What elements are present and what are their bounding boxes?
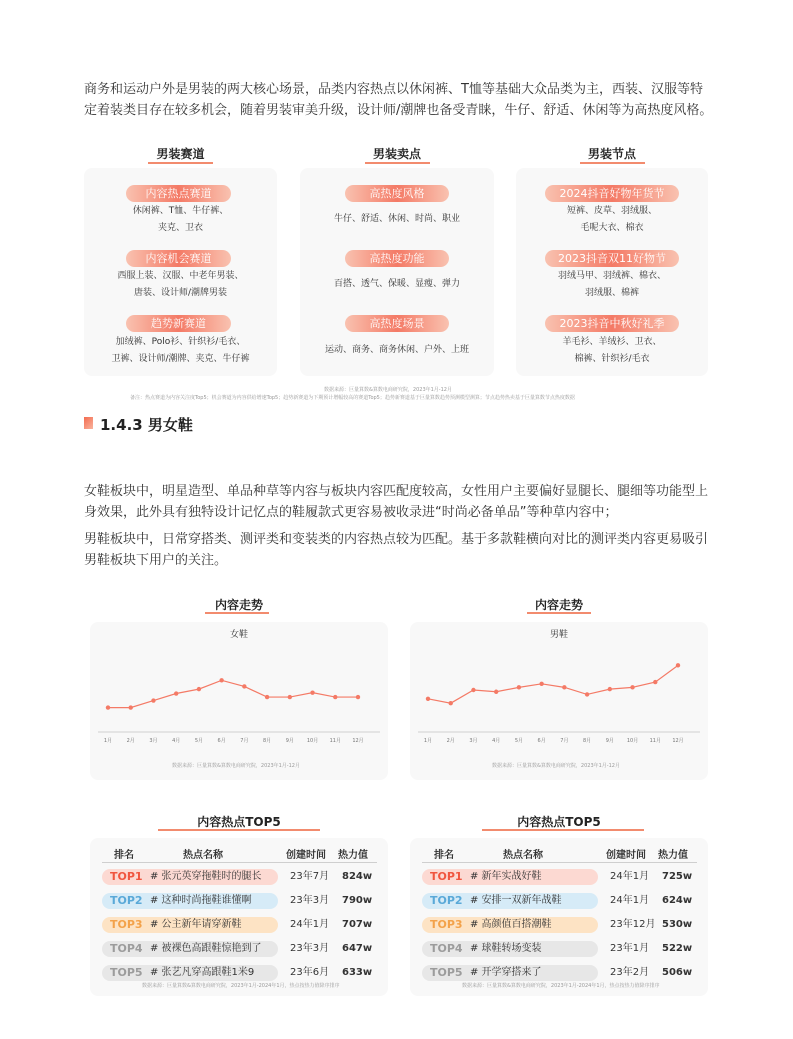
- tag-mid-autumn-festival: 2023抖音中秋好礼季: [545, 315, 679, 332]
- tag-hot-track: 内容热点赛道: [126, 185, 231, 202]
- table-row: [102, 893, 377, 909]
- x-tick-label: 4月: [172, 738, 181, 744]
- panel-title-tracks: 男装赛道: [156, 147, 205, 161]
- created-date: 23年3月: [290, 943, 330, 954]
- heat-value: 707w: [342, 919, 373, 930]
- data-point: [151, 698, 155, 702]
- rank-badge: TOP1: [110, 870, 143, 883]
- tag-mid-autumn-festival-items: 羊毛衫、羊绒衫、卫衣、 棉裤、针织衫/毛衣: [562, 337, 662, 364]
- trend-title-underline: [527, 612, 591, 614]
- header-divider: [422, 862, 697, 863]
- section-heading: 1.4.3 男女鞋: [100, 416, 193, 434]
- table-row: [102, 917, 377, 933]
- data-point: [219, 678, 223, 682]
- rank-badge: TOP1: [430, 870, 463, 883]
- chart-title: 女鞋: [229, 630, 249, 640]
- data-point: [356, 695, 360, 699]
- trend-chart-mens-svg: [410, 622, 708, 780]
- data-point: [494, 690, 498, 694]
- panel-title-underline: [580, 162, 645, 164]
- trend-chart-womens: [90, 622, 388, 780]
- rank-badge: TOP3: [430, 918, 463, 931]
- data-point: [585, 692, 589, 696]
- table-row: [102, 941, 377, 957]
- col-header-rank: 排名: [434, 850, 454, 861]
- data-point: [630, 685, 634, 689]
- tag-hot-style: 高热度风格: [345, 185, 449, 202]
- trend-chart-mens: [410, 622, 708, 780]
- heat-value: 506w: [662, 967, 693, 978]
- x-tick-label: 9月: [605, 738, 614, 744]
- tag-double11-festival-items: 羽绒马甲、羽绒裤、棉衣、 羽绒服、棉裤: [557, 271, 666, 298]
- x-tick-label: 10月: [626, 738, 639, 744]
- heat-value: 530w: [662, 919, 693, 930]
- heat-value: 647w: [342, 943, 373, 954]
- data-point: [174, 691, 178, 695]
- col-header-rank: 排名: [114, 850, 134, 861]
- data-point: [517, 685, 521, 689]
- tag-new-year-festival: 2024抖音好物年货节: [545, 185, 679, 202]
- top5-title-right: 内容热点TOP5: [517, 815, 601, 829]
- top5-source: 数据来源：巨量算数&算数电商研究院，2023年1月-2024年1月，热点按热力值降序排序: [142, 983, 340, 989]
- tag-hot-scene-items: 运动、商务、商务休闲、户外、上班: [324, 345, 469, 355]
- rank-badge: TOP5: [110, 966, 143, 979]
- trend-title-right: 内容走势: [534, 598, 583, 612]
- data-point: [242, 684, 246, 688]
- tag-trend-track: 趋势新赛道: [126, 315, 231, 332]
- x-tick-label: 3月: [469, 738, 478, 744]
- top5-title-underline: [158, 829, 320, 831]
- paragraph-womens-shoes: 女鞋板块中，明星造型、单品种草等内容与板块内容匹配度较高，女性用户主要偏好显腿长、腿细等功能型上身效果，此外具有独特设计记忆点的鞋履款式更容易被收录进“时尚必备单品”等种草内容中；: [84, 484, 709, 520]
- col-header-value: 热力值: [338, 850, 368, 861]
- x-tick-label: 6月: [217, 738, 226, 744]
- x-tick-label: 9月: [285, 738, 294, 744]
- data-point: [449, 701, 453, 705]
- rank-badge: TOP2: [430, 894, 463, 907]
- rank-badge: TOP3: [110, 918, 143, 931]
- created-date: 23年2月: [610, 967, 650, 978]
- table-row: [102, 869, 377, 885]
- tag-hot-style-items: 牛仔、舒适、休闲、时尚、职业: [333, 214, 460, 224]
- created-date: 23年3月: [290, 895, 330, 906]
- heat-value: 824w: [342, 871, 373, 882]
- hotspot-name: # 球鞋转场变装: [470, 943, 542, 954]
- x-tick-label: 8月: [262, 738, 272, 744]
- tag-new-year-festival-items: 短裤、皮草、羽绒服、 毛呢大衣、棉衣: [566, 206, 657, 233]
- section-marker: [84, 417, 93, 429]
- tag-hot-function-items: 百搭、透气、保暖、显瘦、弹力: [333, 279, 460, 289]
- tag-hot-function: 高热度功能: [345, 250, 449, 267]
- x-tick-label: 2月: [446, 738, 455, 744]
- table-row: [422, 917, 697, 933]
- intro-paragraph: 商务和运动户外是男装的两大核心场景，品类内容热点以休闲裤、T恤等基础大众品类为主，西装、汉服等特定着装类目存在较多机会，随着男装审美升级，设计师/潮牌也备受青睐，牛仔、舒适、休闲等为高热度风格。: [84, 82, 713, 118]
- data-point: [653, 680, 657, 684]
- heat-value: 633w: [342, 967, 373, 978]
- col-header-name: 热点名称: [503, 850, 543, 861]
- table-row: [422, 965, 697, 981]
- hotspot-name: # 新年实战好鞋: [470, 871, 542, 882]
- mens-source: 数据来源：巨量算数&算数电商研究院，2023年1月-12月: [324, 387, 452, 393]
- header-divider: [102, 862, 377, 863]
- data-point: [426, 697, 430, 701]
- x-tick-label: 1月: [423, 738, 433, 744]
- chart-title: 男鞋: [549, 630, 569, 640]
- trend-title-underline: [205, 612, 269, 614]
- x-tick-label: 7月: [560, 738, 569, 744]
- created-date: 23年6月: [290, 967, 330, 978]
- x-tick-label: 10月: [306, 738, 319, 744]
- table-row: [422, 941, 697, 957]
- hotspot-name: # 公主新年请穿新鞋: [150, 919, 242, 930]
- mens-note: 备注：热点赛道为内容关注度Top5；机会赛道为内容供给增速Top5；趋势新赛道为下期预计增幅较高的赛道Top5；趋势新赛道基于巨量算数趋势预测模型测算；节点趋势热卖基于巨量算数节点热度数据: [130, 395, 575, 401]
- hotspot-name: # 安排一双新年战鞋: [470, 895, 562, 906]
- chart-source: 数据来源：巨量算数&算数电商研究院，2023年1月-12月: [492, 763, 620, 769]
- tag-hot-track-items: 休闲裤、T恤、牛仔裤、 夹克、卫衣: [132, 206, 229, 233]
- col-header-value: 热力值: [658, 850, 688, 861]
- hotspot-name: # 开学穿搭来了: [470, 967, 542, 978]
- top5-title-underline: [482, 829, 644, 831]
- trend-title-left: 内容走势: [214, 598, 263, 612]
- tag-hot-scene: 高热度场景: [345, 315, 449, 332]
- data-point: [288, 695, 292, 699]
- heat-value: 725w: [662, 871, 693, 882]
- paragraph-mens-shoes: 男鞋板块中，日常穿搭类、测评类和变装类的内容热点较为匹配。基于多款鞋横向对比的测评类内容更易吸引男鞋板块下用户的关注。: [84, 532, 709, 568]
- table-row: [102, 965, 377, 981]
- tag-trend-track-items: 加绒裤、Polo衫、针织衫/毛衣、 卫裤、设计师/潮牌、夹克、牛仔裤: [111, 337, 250, 364]
- top5-table-mens: [410, 838, 708, 996]
- x-tick-label: 2月: [126, 738, 135, 744]
- created-date: 24年1月: [610, 895, 650, 906]
- x-tick-label: 12月: [352, 738, 364, 744]
- x-tick-label: 4月: [492, 738, 501, 744]
- hotspot-name: # 这种时尚拖鞋谁懂啊: [150, 895, 252, 906]
- data-point: [676, 663, 680, 667]
- x-tick-label: 5月: [194, 738, 204, 744]
- created-date: 23年1月: [610, 943, 650, 954]
- data-point: [129, 705, 133, 709]
- top5-table-womens: [90, 838, 388, 996]
- x-tick-label: 5月: [514, 738, 524, 744]
- tag-double11-festival: 2023抖音双11好物节: [545, 250, 679, 267]
- data-point: [539, 682, 543, 686]
- hotspot-name: # 被裸色高跟鞋惊艳到了: [150, 943, 262, 954]
- col-header-date: 创建时间: [286, 850, 326, 861]
- x-tick-label: 11月: [649, 738, 661, 744]
- data-point: [471, 688, 475, 692]
- rank-badge: TOP4: [430, 942, 463, 955]
- data-point: [333, 695, 337, 699]
- rank-badge: TOP4: [110, 942, 143, 955]
- x-tick-label: 11月: [329, 738, 341, 744]
- hotspot-name: # 张艺凡穿高跟鞋1米9: [150, 967, 255, 978]
- data-point: [197, 687, 201, 691]
- data-point: [562, 685, 566, 689]
- series-line: [108, 680, 358, 707]
- heat-value: 522w: [662, 943, 693, 954]
- panel-title-selling-points: 男装卖点: [372, 147, 421, 161]
- rank-badge: TOP2: [110, 894, 143, 907]
- created-date: 24年1月: [290, 919, 330, 930]
- hotspot-name: # 高颜值百搭潮鞋: [470, 919, 552, 930]
- panel-title-nodes: 男装节点: [587, 147, 636, 161]
- table-row: [422, 893, 697, 909]
- chart-source: 数据来源：巨量算数&算数电商研究院，2023年1月-12月: [172, 763, 300, 769]
- panel-title-underline: [365, 162, 430, 164]
- data-point: [310, 690, 314, 694]
- x-tick-label: 6月: [537, 738, 546, 744]
- table-row: [422, 869, 697, 885]
- top5-source: 数据来源：巨量算数&算数电商研究院，2023年1月-2024年1月，热点按热力值降序排序: [462, 983, 660, 989]
- tag-opportunity-track: 内容机会赛道: [126, 250, 231, 267]
- rank-badge: TOP5: [430, 966, 463, 979]
- heat-value: 790w: [342, 895, 373, 906]
- x-tick-label: 12月: [672, 738, 684, 744]
- x-tick-label: 1月: [103, 738, 113, 744]
- col-header-date: 创建时间: [606, 850, 646, 861]
- col-header-name: 热点名称: [183, 850, 223, 861]
- x-tick-label: 3月: [149, 738, 158, 744]
- created-date: 23年7月: [290, 871, 330, 882]
- created-date: 23年12月: [610, 919, 656, 930]
- panel-title-underline: [148, 162, 213, 164]
- series-line: [428, 665, 678, 703]
- x-tick-label: 7月: [240, 738, 249, 744]
- data-point: [608, 687, 612, 691]
- tag-opportunity-track-items: 西服上装、汉服、中老年男装、 唐装、设计师/潮牌男装: [117, 271, 244, 298]
- data-point: [106, 705, 110, 709]
- hotspot-name: # 张元英穿拖鞋时的腿长: [150, 871, 262, 882]
- created-date: 24年1月: [610, 871, 650, 882]
- heat-value: 624w: [662, 895, 693, 906]
- top5-title-left: 内容热点TOP5: [197, 815, 281, 829]
- trend-chart-womens-svg: [90, 622, 388, 780]
- data-point: [265, 695, 269, 699]
- x-tick-label: 8月: [582, 738, 592, 744]
